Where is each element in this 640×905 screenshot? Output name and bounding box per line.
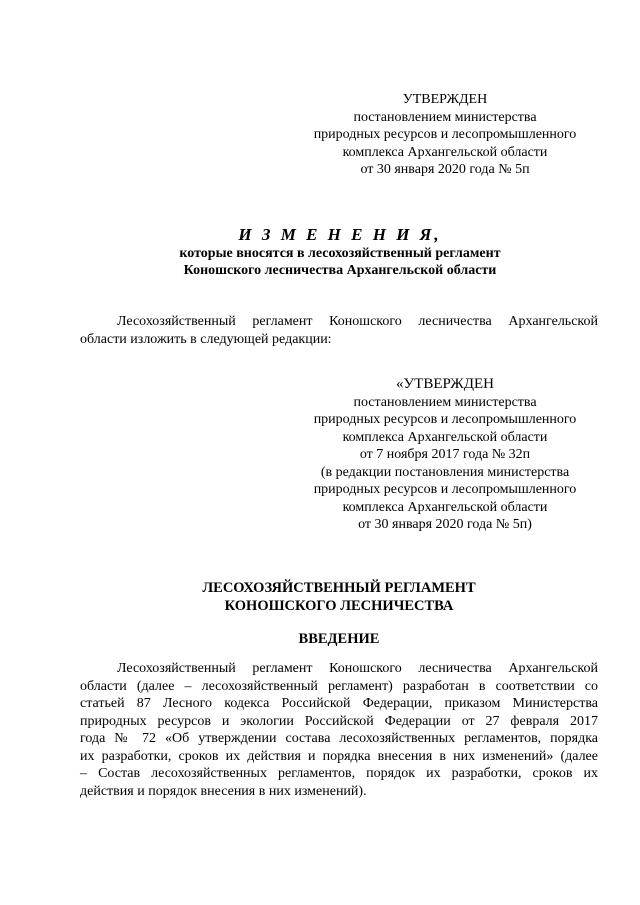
approval-line: «УТВЕРЖДЕН <box>396 376 494 392</box>
regulation-heading-line1: ЛЕСОХОЗЯЙСТВЕННЫЙ РЕГЛАМЕНТ <box>202 580 476 596</box>
approval-line: постановлением министерства <box>353 109 537 125</box>
approval-line: комплекса Архангельской области <box>342 144 548 160</box>
paragraph-line: статьей 87 Лесного кодекса Российской Федерации, приказом Министерства <box>80 696 598 711</box>
changes-subtitle-line2: Коношского лесничества Архангельской области <box>183 263 497 278</box>
approval-line: комплекса Архангельской области <box>342 429 548 445</box>
paragraph-amendment <box>80 313 598 348</box>
approval-line: от 30 января 2020 года № 5п <box>360 162 530 177</box>
approval-line: комплекса Архангельской области <box>342 499 548 515</box>
approval-line: природных ресурсов и лесопромышленного <box>313 127 577 142</box>
paragraph-line: их разработки, сроков их действия и порядка внесения в них изменений» (далее <box>80 748 598 764</box>
paragraph-introduction <box>80 660 598 800</box>
regulation-heading <box>80 579 598 615</box>
changes-title: И З М Е Н Е Н И Я, <box>238 225 442 244</box>
approval-stamp-top <box>300 91 590 179</box>
intro-heading: ВВЕДЕНИЕ <box>298 631 380 647</box>
changes-subtitle-line1: которые вносятся в лесохозяйственный регламент <box>179 246 501 261</box>
paragraph-line: Лесохозяйственный регламент Коношского лесничества Архангельской <box>117 661 598 676</box>
approval-stamp-quoted <box>300 376 590 534</box>
paragraph-line: действия и порядок внесения в них изменений). <box>80 783 367 799</box>
paragraph-line: года № 72 «Об утверждении состава лесохозяйственных регламентов, порядка <box>80 731 598 746</box>
approval-line: природных ресурсов и лесопромышленного <box>313 412 577 427</box>
regulation-heading-line2: КОНОШСКОГО ЛЕСНИЧЕСТВА <box>224 598 454 614</box>
approval-line: от 7 ноября 2017 года № 32п <box>359 447 531 462</box>
paragraph-line: – Состав лесохозяйственных регламентов, порядок их разработки, сроков их <box>80 766 598 781</box>
changes-title-block <box>80 225 600 279</box>
paragraph-line: области изложить в следующей редакции: <box>80 331 332 347</box>
approval-line: (в редакции постановления министерства <box>320 464 570 480</box>
approval-line: УТВЕРЖДЕН <box>402 92 488 107</box>
paragraph-line: области (далее – лесохозяйственный регламент) разработан в соответствии со <box>80 678 598 694</box>
approval-line: природных ресурсов и лесопромышленного <box>313 482 577 497</box>
approval-line: постановлением министерства <box>353 394 537 410</box>
approval-line: от 30 января 2020 года № 5п) <box>358 517 532 532</box>
paragraph-line: Лесохозяйственный регламент Коношского лесничества Архангельской <box>117 314 598 329</box>
paragraph-line: природных ресурсов и экологии Российской Федерации от 27 февраля 2017 <box>80 713 598 729</box>
